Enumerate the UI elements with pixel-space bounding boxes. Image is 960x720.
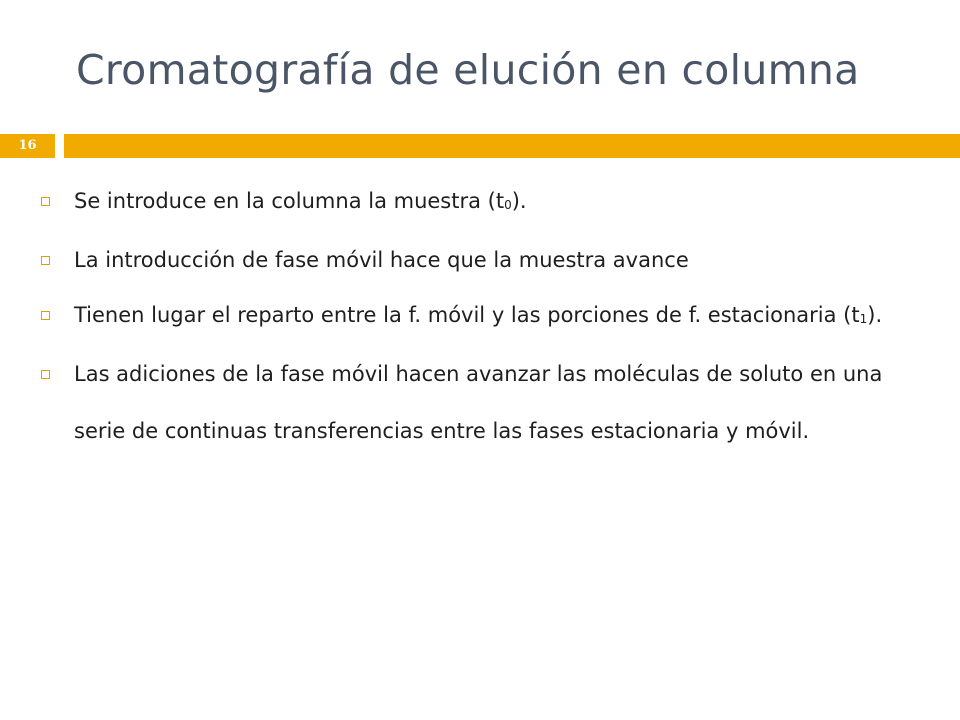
bullet-item bbox=[40, 346, 920, 460]
subscript: 0 bbox=[504, 198, 512, 212]
bullet-text: Tienen lugar el reparto entre la f. móvil y las porciones de f. estacionaria $(t_1)$. bbox=[74, 303, 883, 327]
square-outline-icon bbox=[41, 256, 50, 265]
square-outline-icon bbox=[41, 370, 50, 379]
slide-title: Cromatografía de elución en columna bbox=[76, 46, 860, 94]
page-number-badge: 16 bbox=[0, 134, 55, 158]
bullet-text: Las adiciones de la fase móvil hacen avanzar las moléculas de soluto en una serie de continuas transferencias entre las fases estacionaria y móvil. bbox=[74, 362, 883, 443]
bullet-text: La introducción de fase móvil hace que la muestra avance bbox=[74, 248, 689, 272]
bullet-item bbox=[40, 232, 920, 289]
subscript: 1 bbox=[859, 312, 868, 326]
accent-bar bbox=[64, 134, 960, 158]
bullet-item bbox=[40, 173, 920, 234]
bullet-item bbox=[40, 287, 920, 348]
square-outline-icon bbox=[41, 311, 50, 320]
square-outline-icon bbox=[41, 197, 50, 206]
bullet-text: Se introduce en la columna la muestra $(t_0)$. bbox=[74, 189, 527, 213]
bullet-list bbox=[40, 188, 920, 471]
